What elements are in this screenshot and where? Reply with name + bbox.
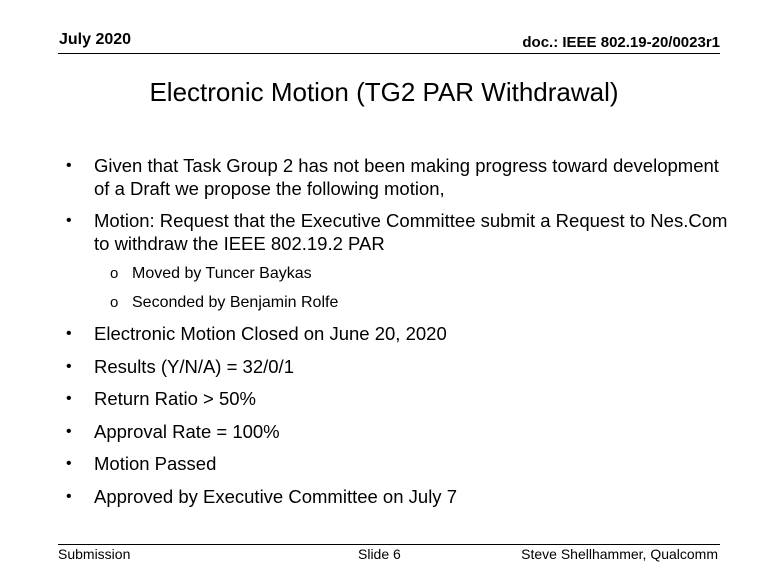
bullet-item (60, 154, 730, 200)
bullet-icon: • (66, 325, 72, 342)
footer-author: Steve Shellhammer, Qualcomm (521, 546, 718, 562)
results-bullet-list (60, 322, 730, 508)
bullet-item (60, 355, 730, 378)
footer-divider (58, 544, 720, 545)
mover-sub-list (110, 264, 730, 313)
bullet-icon: • (66, 157, 72, 174)
bullet-icon: • (66, 357, 72, 375)
bullet-text: Motion: Request that the Executive Committee submit a Request to Nes.Com to withdraw the IEEE 802.19.2 PAR (94, 210, 728, 254)
bullet-text: Given that Task Group 2 has not been making progress toward development of a Draft we propose the following motion, (94, 155, 719, 199)
footer-slide-number: Slide 6 (358, 546, 401, 562)
header-divider (58, 53, 720, 54)
bullet-text: Electronic Motion Closed on June 20, 2020 (94, 323, 447, 344)
bullet-item (60, 387, 730, 410)
bullet-text: Approved by Executive Committee on July 7 (94, 485, 457, 507)
bullet-text: Motion Passed (94, 453, 217, 474)
bullet-icon: • (66, 212, 72, 229)
sub-bullet-text: Seconded by Benjamin Rolfe (132, 294, 339, 311)
bullet-text: Results (Y/N/A) = 32/0/1 (94, 355, 294, 377)
footer-submission: Submission (58, 546, 131, 562)
sub-bullet-item (110, 264, 730, 284)
sub-bullet-item (110, 293, 730, 313)
circle-bullet-icon: o (110, 265, 119, 282)
header-date: July 2020 (59, 31, 132, 48)
bullet-icon: • (66, 455, 72, 472)
bullet-item (60, 420, 730, 443)
bullet-icon: • (66, 390, 72, 407)
bullet-item (60, 485, 730, 508)
bullet-item (60, 322, 730, 345)
slide-body (60, 154, 730, 517)
bullet-item (60, 452, 730, 475)
bullet-text: Approval Rate = 100% (94, 420, 280, 442)
bullet-item (60, 209, 730, 255)
slide-title: Electronic Motion (TG2 PAR Withdrawal) (149, 77, 619, 107)
sub-bullet-text: Moved by Tuncer Baykas (132, 265, 312, 282)
header-doc-id: doc.: IEEE 802.19-20/0023r1 (522, 34, 720, 51)
bullet-icon: • (66, 487, 72, 505)
bullet-icon: • (66, 422, 72, 440)
motion-bullet-list (60, 154, 730, 255)
circle-bullet-icon: o (110, 294, 119, 311)
bullet-text: Return Ratio > 50% (94, 388, 256, 409)
